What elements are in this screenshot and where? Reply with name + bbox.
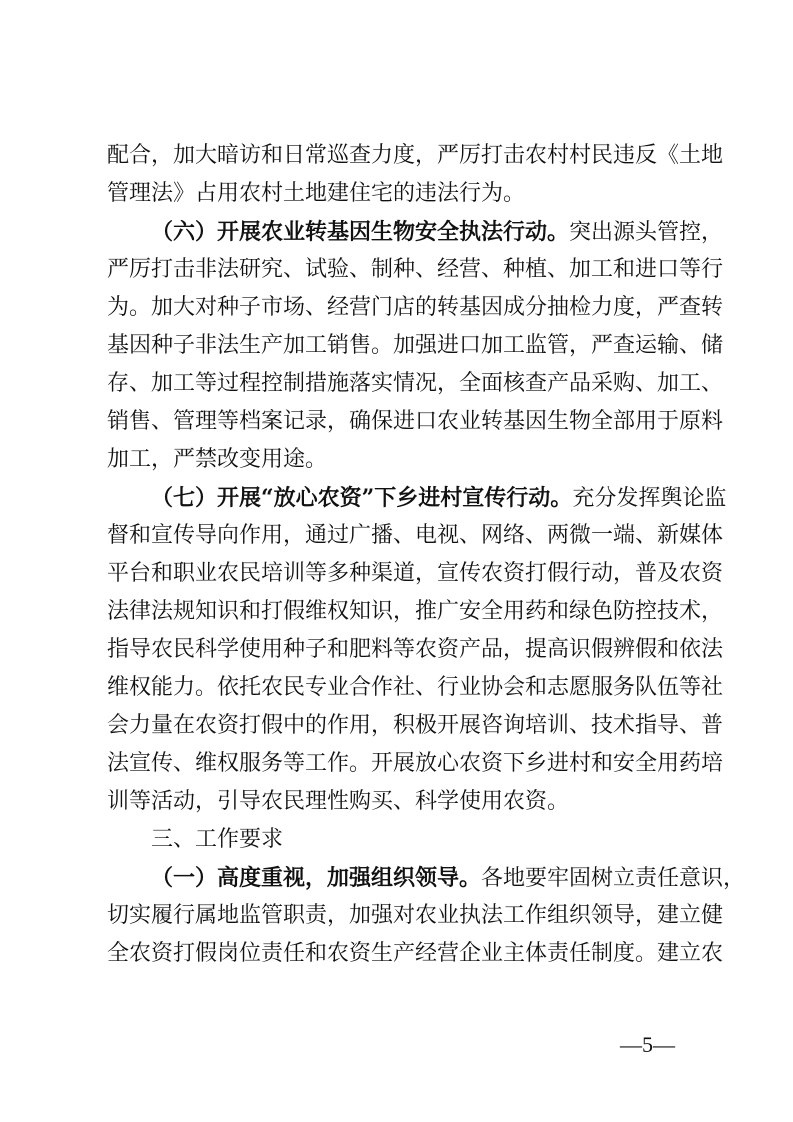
text-line: 配合，加大暗访和日常巡查力度，严厉打击农村村民违反《土地	[107, 143, 724, 168]
text-line: 平台和职业农民培训等多种渠道，宣传农资打假行动，普及农资	[107, 561, 724, 586]
text-line: 销售、管理等档案记录，确保进口农业转基因生物全部用于原料	[107, 409, 724, 434]
text-line: 基因种子非法生产加工销售。加强进口加工监管，严查运输、储	[107, 333, 724, 358]
section-heading-7: （七）开展“放心农资”下乡进村宣传行动。	[151, 485, 573, 511]
text-line: 加工，严禁改变用途。	[107, 447, 328, 472]
section-heading-line	[107, 859, 746, 897]
text-line: 法宣传、维权服务等工作。开展放心农资下乡进村和安全用药培	[107, 751, 724, 776]
page-number: —5—	[620, 1032, 675, 1057]
text-run: 充分发挥舆论监	[572, 486, 727, 511]
text-run: 各地要牢固树立责任意识，	[481, 866, 746, 891]
text-line: 维权能力。依托农民专业合作社、行业协会和志愿服务队伍等社	[107, 675, 724, 700]
text-run: 突出源头管控，	[569, 220, 724, 245]
text-line: 指导农民科学使用种子和肥料等农资产品，提高识假辨假和依法	[107, 637, 724, 662]
text-line: 为。加大对种子市场、经营门店的转基因成分抽检力度，严查转	[107, 295, 724, 320]
text-line: 训等活动，引导农民理性购买、科学使用农资。	[107, 789, 570, 814]
text-line: 全农资打假岗位责任和农资生产经营企业主体责任制度。建立农	[107, 941, 724, 966]
body-text	[107, 137, 746, 973]
chapter-heading: 三、工作要求	[151, 827, 284, 852]
section-heading-line	[107, 213, 724, 251]
text-line: 督和宣传导向作用，通过广播、电视、网络、两微一端、新媒体	[107, 523, 724, 548]
text-line: 管理法》占用农村土地建住宅的违法行为。	[107, 181, 526, 206]
text-line: 存、加工等过程控制措施落实情况，全面核查产品采购、加工、	[107, 371, 724, 396]
section-heading-1: （一）高度重视，加强组织领导。	[151, 865, 482, 891]
text-line: 严厉打击非法研究、试验、制种、经营、种植、加工和进口等行	[107, 257, 724, 282]
text-line: 会力量在农资打假中的作用，积极开展咨询培训、技术指导、普	[107, 713, 724, 738]
section-heading-line	[107, 479, 727, 517]
text-line: 切实履行属地监管职责，加强对农业执法工作组织领导，建立健	[107, 903, 724, 928]
text-line: 法律法规知识和打假维权知识，推广安全用药和绿色防控技术，	[107, 599, 724, 624]
section-heading-6: （六）开展农业转基因生物安全执法行动。	[151, 219, 570, 245]
